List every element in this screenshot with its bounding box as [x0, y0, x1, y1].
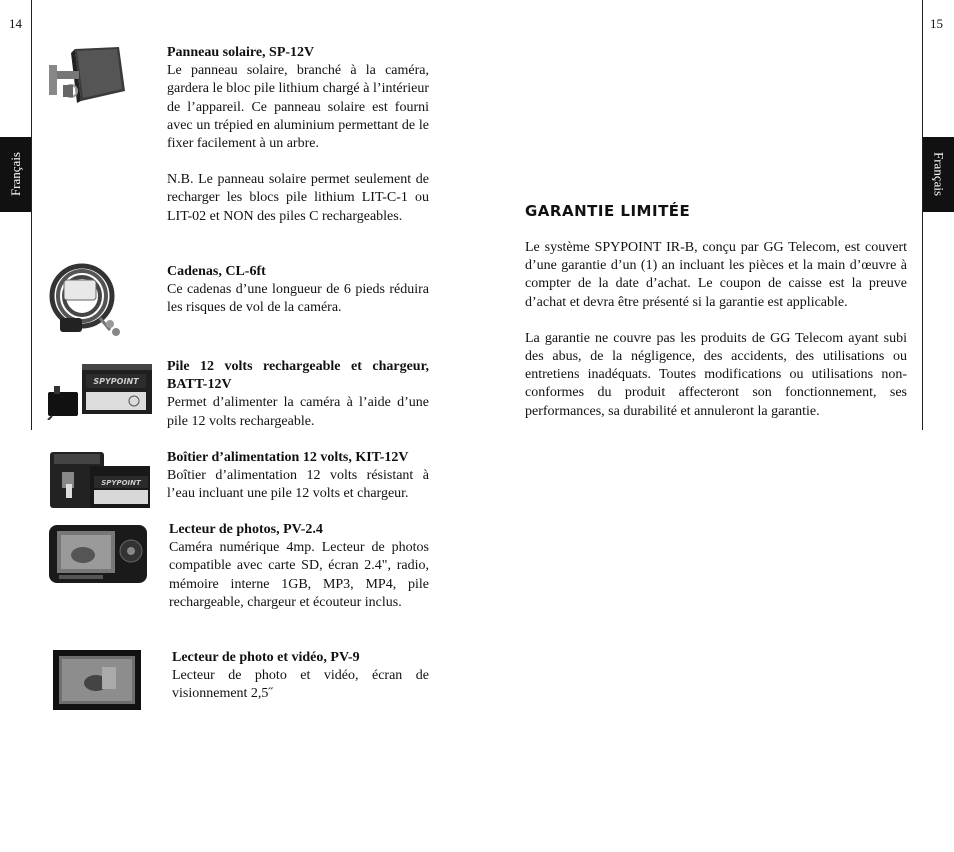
accessory-description: Lecteur de photo et vidéo, écran de visionnement 2,5˝ [172, 668, 429, 702]
accessory-note: N.B. Le panneau solaire permet seulement de recharger les blocs pile lithium LIT-C-1 ou LIT-02 et NON des piles C rechargeables. [167, 172, 429, 224]
accessory-title: Panneau solaire, SP-12V [167, 45, 315, 60]
right-margin-rule [922, 0, 923, 430]
accessory-title: Pile 12 volts rechargeable et chargeur, BATT-12V [167, 359, 429, 393]
spypoint-logo-battery: SPYPOINT [93, 377, 139, 386]
accessory-title: Cadenas, CL-6ft [167, 264, 266, 279]
battery-charger-image [46, 360, 156, 420]
accessory-cable-lock [167, 263, 429, 318]
power-kit-box-image [48, 448, 152, 510]
photo-video-viewer-pv9-image [52, 649, 142, 711]
language-tab-left [0, 137, 31, 212]
page-number-right: 15 [930, 16, 943, 31]
photo-viewer-pv24-image [47, 523, 149, 585]
accessory-description: Caméra numérique 4mp. Lecteur de photos compatible avec carte SD, écran 2.4", radio, mémoire interne 1GB, MP3, MP4, pile rechargeable, chargeur et écouteur inclus. [169, 540, 429, 610]
accessory-photo-viewer-pv24 [169, 521, 429, 612]
warranty-title: GARANTIE LIMITÉE [525, 202, 691, 220]
language-tab-right-label: Français [931, 152, 947, 197]
page-number-left: 14 [9, 16, 22, 31]
accessory-title: Boîtier d’alimentation 12 volts, KIT-12V [167, 450, 409, 465]
accessory-power-kit [167, 449, 429, 504]
cable-lock-image [46, 262, 126, 342]
accessory-description: Boîtier d’alimentation 12 volts résistant à l’eau incluant une pile 12 volts et chargeur. [167, 468, 429, 502]
accessory-description: Permet d’alimenter la caméra à l’aide d’une pile 12 volts rechargeable. [167, 395, 429, 429]
warranty-body [525, 239, 907, 439]
warranty-paragraph: Le système SPYPOINT IR-B, conçu par GG Telecom, est couvert d’une garantie d’un (1) an incluant les pièces et la main d’œuvre à compter de la date d’achat. Le coupon de caisse est la preuve d’achat et devra être présenté si la garantie est applicable. [525, 240, 907, 310]
language-tab-right [923, 137, 954, 212]
solar-panel-image [47, 45, 127, 107]
warranty-paragraph: La garantie ne couvre pas les produits de GG Telecom ayant subi des abus, de la négligence, des accidents, des utilisations ou entretiens inadéquats. Toutes modifications ou utilisations non-conformes du produit affecteront son fonctionnement, ses performances, sa durabilité et annuleront la garantie. [525, 330, 907, 419]
accessory-title: Lecteur de photo et vidéo, PV-9 [172, 650, 360, 665]
accessory-description: Le panneau solaire, branché à la caméra, gardera le bloc pile lithium chargé à l’intérieur de l’appareil. Ce panneau solaire est fourni avec un trépied en aluminium permettant de le fixer facilement à un arbre. [167, 63, 429, 152]
accessory-title: Lecteur de photos, PV-2.4 [169, 522, 323, 537]
accessory-description: Ce cadenas d’une longueur de 6 pieds réduira les risques de vol de la caméra. [167, 282, 429, 316]
accessory-photo-video-viewer-pv9 [172, 649, 429, 704]
spypoint-logo-kit: SPYPOINT [101, 479, 141, 487]
language-tab-left-label: Français [7, 152, 23, 197]
accessory-solar-panel [167, 44, 429, 226]
left-margin-rule [31, 0, 32, 430]
accessory-battery-charger [167, 358, 429, 431]
